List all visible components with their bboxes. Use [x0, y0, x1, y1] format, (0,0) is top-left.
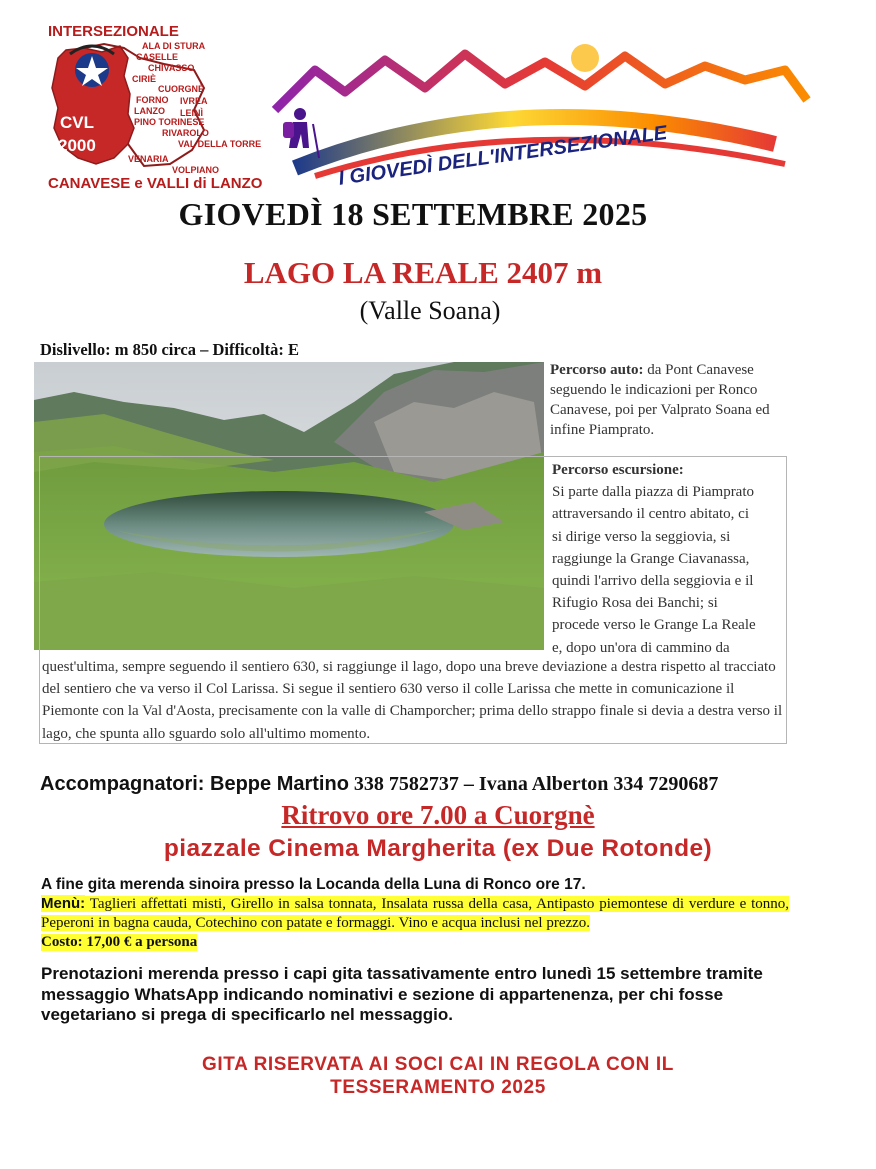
logo-section: CASELLE: [136, 52, 179, 62]
banner-text: I GIOVEDÌ DELL'INTERSEZIONALE: [337, 121, 669, 190]
logo-section: PINO TORINESE: [134, 117, 205, 127]
route-hike-line: raggiunge la Grange Ciavanassa,: [552, 550, 750, 567]
route-hike-line: procede verso le Grange La Reale: [552, 617, 756, 634]
route-hike-label: Percorso escursione:: [552, 462, 684, 478]
logo-section: CUORGNÈ: [158, 84, 205, 94]
logo-section: CIRIÈ: [132, 74, 157, 84]
logo-section: VOLPIANO: [172, 165, 220, 175]
hiker-icon: [283, 108, 319, 158]
logo-badge: CVL: [60, 113, 94, 132]
route-car-text: da Pont Canavese seguendo le indicazioni per Ronco Canavese, poi per Valprato Soana ed infine Piamprato.: [550, 362, 770, 438]
food-intro: A fine gita merenda sinoira presso la Locanda della Luna di Ronco ore 17.: [41, 876, 586, 893]
menu-label: Menù:: [41, 895, 86, 912]
logo-section: LEINÌ: [180, 108, 204, 118]
logo-header: INTERSEZIONALE: [48, 23, 179, 40]
logo-section: LANZO: [134, 106, 165, 116]
difficulty-info: Dislivello: m 850 circa – Difficoltà: E: [40, 340, 300, 359]
cost-info: Costo: 17,00 € a persona: [41, 934, 198, 950]
route-hike: [552, 459, 784, 659]
meeting-time: Ritrovo ore 7.00 a Cuorgnè: [281, 800, 595, 830]
intersezionale-logo: [44, 18, 263, 193]
guides-contacts: 338 7582737 – Ivana Alberton 334 7290687: [348, 773, 719, 795]
route-hike-line: Si parte dalla piazza di Piamprato: [552, 484, 755, 501]
notice-line: GITA RISERVATA AI SOCI CAI IN REGOLA CON IL: [202, 1054, 674, 1075]
logo-section: FORNO: [136, 95, 169, 105]
logo-section: ALA DI STURA: [142, 41, 206, 51]
logo-year: 2000: [58, 136, 96, 155]
route-hike-line: Rifugio Rosa dei Banchi; si: [552, 595, 718, 612]
mountains-shape: [275, 54, 807, 110]
route-hike-line: si dirige verso la seggiovia, si: [552, 528, 731, 545]
notice-line: TESSERAMENTO 2025: [330, 1077, 546, 1098]
route-hike-line: quindi l'arrivo della seggiovia e il: [552, 573, 754, 590]
sun-icon: [571, 44, 599, 72]
logo-section: CHIVASSO: [148, 63, 195, 73]
booking-info: Prenotazioni merenda presso i capi gita tassativamente entro lunedì 15 settembre tramite messaggio WhatsApp indicando nominativi e sezione di appartenenza, per chi fosse vegetariano si prega di specificarlo nel messaggio.: [41, 964, 763, 1024]
menu-text: Taglieri affettati misti, Girello in salsa tonnata, Insalata russa della casa, Antipasto piemontese di verdure e tonno, Peperoni in bagna cauda, Cotechino con patate e formaggi. Vino e acqua inclusi nel prezzo.: [41, 896, 789, 931]
logo-section: IVREA: [180, 96, 208, 106]
logo-section: VAL DELLA TORRE: [178, 139, 262, 149]
giovedi-banner: [255, 40, 810, 190]
event-date: GIOVEDÌ 18 SETTEMBRE 2025: [178, 196, 648, 232]
destination-title: LAGO LA REALE 2407 m: [243, 255, 603, 290]
guides-info: [40, 773, 718, 796]
route-car-label: Percorso auto:: [550, 362, 644, 378]
route-hike-line: e, dopo un'ora di cammino da: [552, 639, 730, 656]
route-hike-line: attraversando il centro abitato, ci: [552, 506, 749, 523]
menu-block: [41, 895, 789, 932]
route-car: [550, 360, 790, 440]
valley-subtitle: (Valle Soana): [359, 296, 501, 325]
logo-section: VENARIA: [128, 154, 169, 164]
guides-label: Accompagnatori: Beppe Martino: [40, 773, 349, 795]
logo-bottom: CANAVESE e VALLI di LANZO: [48, 175, 263, 192]
meeting-place: piazzale Cinema Margherita (ex Due Rotonde): [163, 835, 713, 862]
logo-section: RIVAROLO: [162, 128, 209, 138]
members-notice: [0, 1053, 876, 1099]
route-hike-continued: quest'ultima, sempre seguendo il sentiero 630, si raggiunge il lago, dopo una breve deviazione a destra rispetto al tracciato del sentiero che va verso il Col Larissa. Si segue il sentiero 630 verso il colle Larissa che mette in comunicazione il Piemonte con la Val d'Aosta, precisamente con la valle di Champorcher; prima dello strappo finale si devia a destra verso il lago, che spunta allo sguardo solo all'ultimo momento.: [42, 659, 783, 742]
